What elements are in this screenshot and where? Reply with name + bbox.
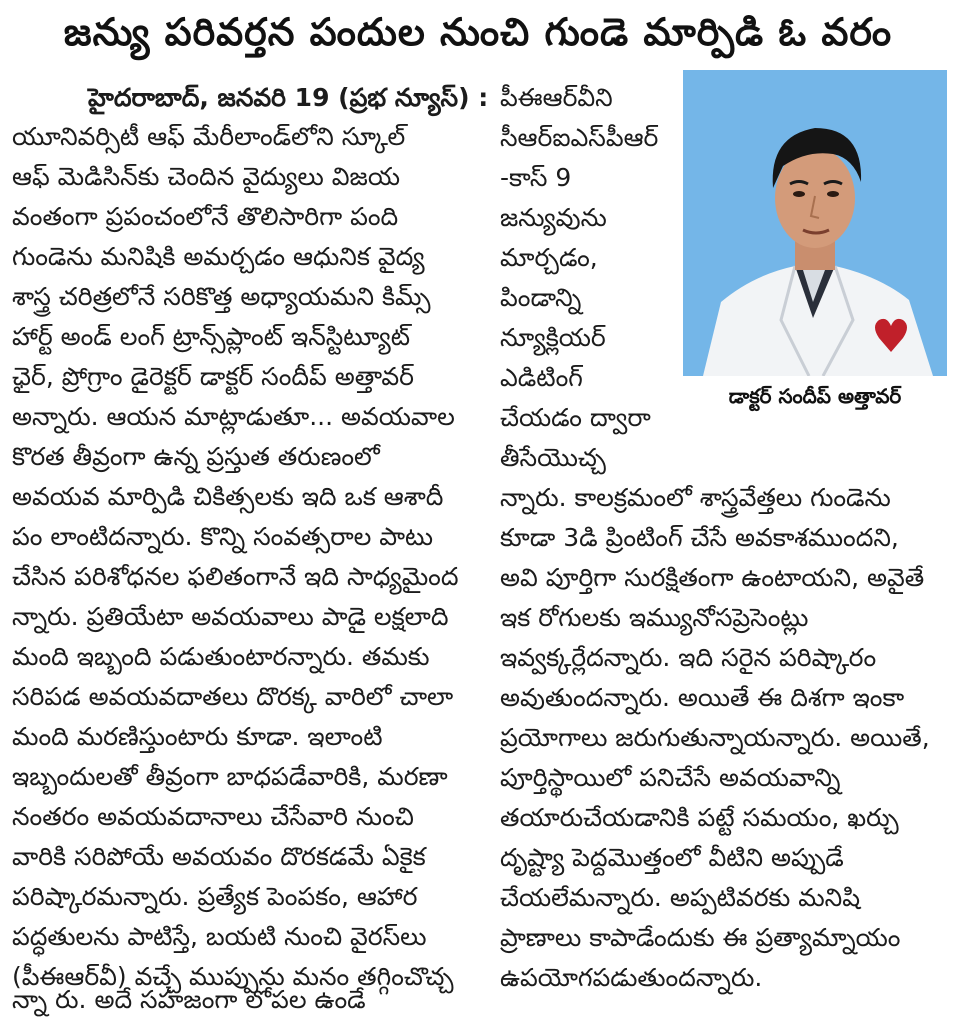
body-line: అవి పూర్తిగా సురక్షితంగా ఉంటాయని, అవైతే: [500, 563, 925, 592]
body-line: ఎడిటింగ్: [500, 363, 583, 392]
body-line: పద్ధతులను పాటిస్తే, బయటి నుంచి వైరస్‌లు: [12, 922, 427, 951]
body-line: ప్రాణాలు కాపాడేందుకు ఈ ప్రత్యామ్నాయం: [500, 923, 901, 952]
photo-caption: డాక్టర్ సందీప్ అత్తావర్: [728, 384, 902, 408]
body-line: దృష్ట్యా పెద్దమొత్తంలో వీటిని అప్పుడే: [500, 843, 844, 872]
body-line: అవుతుందన్నారు. అయితే ఈ దిశగా ఇంకా: [500, 683, 905, 712]
body-line: పీఈఆర్‌వీని: [500, 83, 613, 112]
body-line: మంది మరణిస్తుంటారు కూడా. ఇలాంటి: [12, 722, 383, 751]
body-line: పూర్తిస్థాయిలో పనిచేసే అవయవాన్ని: [500, 763, 841, 792]
body-line: మంది ఇబ్బంది పడుతుంటారన్నారు. తమకు: [12, 642, 430, 671]
doctor-photo: [683, 70, 947, 376]
body-line: ఉపయోగపడుతుందన్నారు.: [500, 963, 763, 992]
body-line: ఇవ్వక్కర్లేదన్నారు. ఇది సరైన పరిష్కారం: [500, 643, 877, 672]
body-line: -కాస్ 9: [500, 163, 572, 192]
body-line: శాస్త్ర చరిత్రలోనే సరికొత్త అధ్యాయమని కిమ్స్: [12, 282, 431, 311]
body-line: తయారుచేయడానికి పట్టే సమయం, ఖర్చు: [500, 803, 899, 832]
body-line: ప్రయోగాలు జరుగుతున్నాయన్నారు. అయితే,: [500, 723, 930, 752]
body-line: చేసిన పరిశోధనల ఫలితంగానే ఇది సాధ్యమైంద: [12, 562, 459, 591]
body-line: నంతరం అవయవదానాలు చేసేవారి నుంచి: [12, 802, 414, 831]
body-line: జన్యువును: [500, 203, 607, 232]
body-line: పిండాన్ని: [500, 283, 582, 312]
body-line: హార్ట్ అండ్ లంగ్ ట్రాన్స్‌ప్లాంట్ ఇన్‌స్టిట్యూట్: [12, 322, 411, 351]
doctor-portrait-icon: [683, 70, 947, 376]
dateline: హైదరాబాద్, జనవరి 19 (ప్రభ న్యూస్) :: [88, 83, 489, 112]
body-line: (పీఈఆర్‌వీ) వచ్చే ముప్పును మనం తగ్గించొచ్చ: [12, 962, 454, 991]
article-headline: జన్యు పరివర్తన పందుల నుంచి గుండె మార్పిడి ఓ వరం: [63, 10, 893, 54]
body-line: అవయవ మార్పిడి చికిత్సలకు ఇది ఒక ఆశాదీ: [12, 482, 444, 511]
body-line: న్నారు. కాలక్రమంలో శాస్త్రవేత్తలు గుండెను: [500, 483, 891, 512]
body-line: సీఆర్ఐఎస్‌పీఆర్: [500, 123, 659, 152]
body-line: సరిపడ అవయవదాతలు దొరక్క వారిలో చాలా: [12, 682, 454, 711]
body-line: ఆఫ్ మెడిసిన్‌కు చెందిన వైద్యులు విజయ: [12, 162, 400, 191]
body-line: వంతంగా ప్రపంచంలోనే తొలిసారిగా పంది: [12, 202, 399, 231]
body-line: వారికి సరిపోయే అవయవం దొరకడమే ఏకైక: [12, 842, 426, 871]
body-line: న్నారు. ప్రతియేటా అవయవాలు పాడై లక్షలాది: [12, 602, 449, 631]
body-line: పరిష్కారమన్నారు. ప్రత్యేక పెంపకం, ఆహార: [12, 882, 418, 911]
body-line: చేయడం ద్వారా: [500, 403, 651, 432]
body-line: పం లాంటిదన్నారు. కొన్ని సంవత్సరాల పాటు: [12, 522, 434, 551]
body-line: చేయలేమన్నారు. అప్పటివరకు మనిషి: [500, 883, 861, 912]
body-line: న్యూక్లియర్: [500, 323, 606, 352]
body-line: ఛైర్, ప్రోగ్రాం డైరెక్టర్ డాక్టర్ సందీప్ అత్తావర్: [12, 362, 414, 391]
body-line: అన్నారు. ఆయన మాట్లాడుతూ... అవయవాల: [12, 402, 455, 431]
body-line: తీసేయొచ్చ: [500, 443, 606, 472]
body-line: యూనివర్సిటీ ఆఫ్ మేరీలాండ్‌లోని స్కూల్: [12, 122, 406, 151]
body-line: కూడా 3డి ప్రింటింగ్ చేసే అవకాశముందని,: [500, 523, 899, 552]
body-line: గుండెను మనిషికి అమర్చడం ఆధునిక వైద్య: [12, 242, 425, 271]
body-line: ఇబ్బందులతో తీవ్రంగా బాధపడేవారికి, మరణా: [12, 762, 448, 791]
body-line: మార్చడం,: [500, 243, 598, 272]
body-line: ఇక రోగులకు ఇమ్యునోసప్రెసెంట్లు: [500, 603, 809, 632]
body-line: కొరత తీవ్రంగా ఉన్న ప్రస్తుత తరుణంలో: [12, 442, 380, 471]
body-line: న్నా రు. అదే సహజంగా లోపల ఉండే: [12, 985, 366, 1014]
